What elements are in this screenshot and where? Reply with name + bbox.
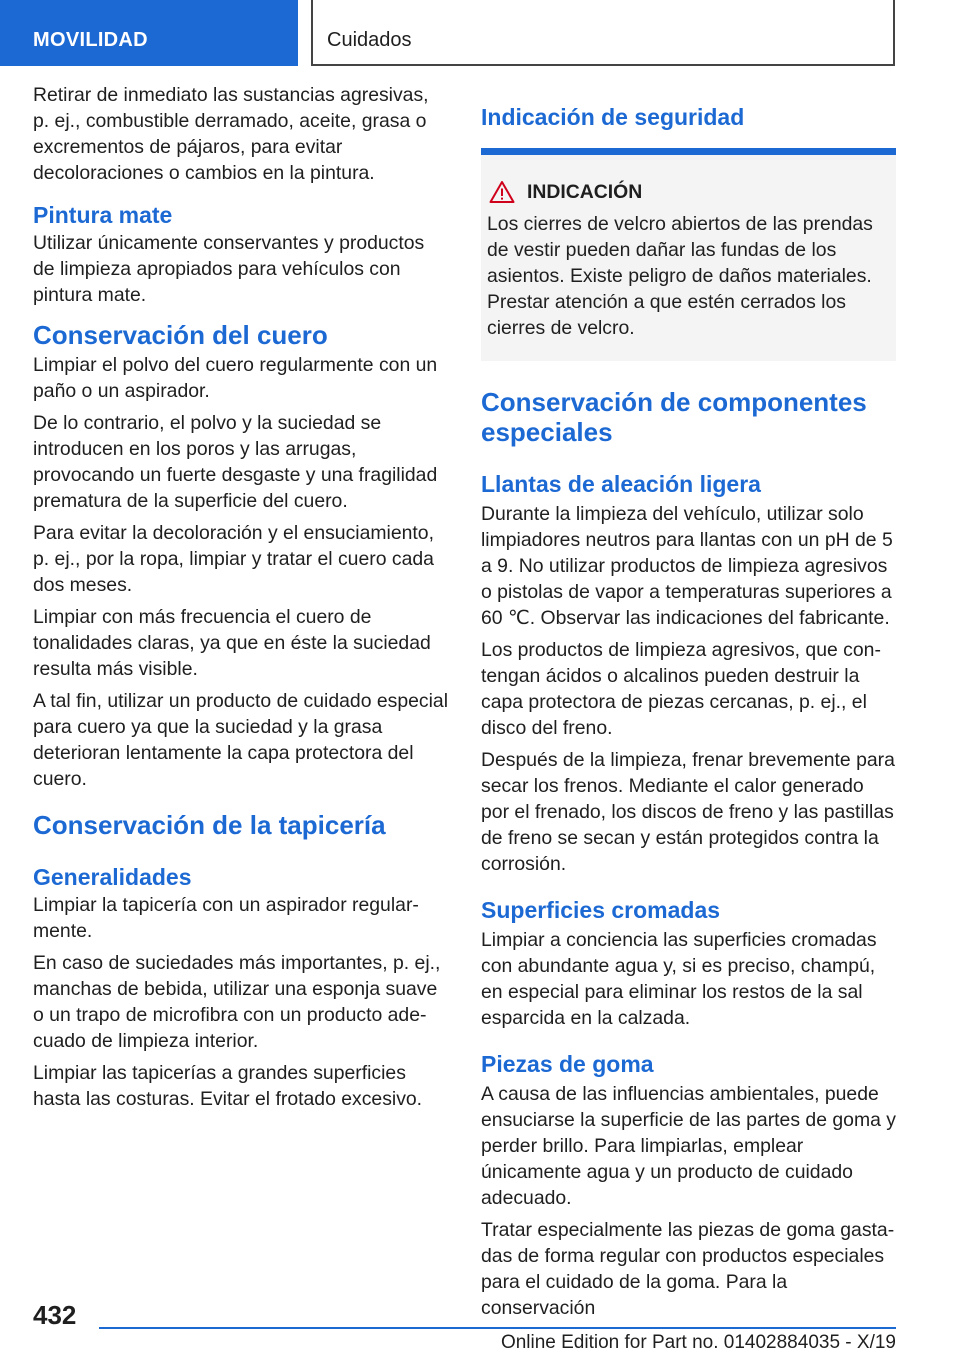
intro-paragraph: Retirar de inmediato las sustancias agresivas, p. ej., combustible derramado, aceite, grasa o excrementos de pájaros, para evitar decoloraciones o cambios en la pintura. bbox=[33, 84, 429, 184]
paragraph-cromadas: Limpiar a conciencia las superficies cromadas con abundante agua y, si es preciso, champú, en especial para eliminar los restos de la sal esparcida en la calzada. bbox=[481, 929, 877, 1029]
heading-superficies-cromadas: Superficies cromadas bbox=[481, 897, 721, 923]
paragraph-tapiceria-1: Limpiar la tapicería con un aspirador regularmente. bbox=[33, 894, 419, 942]
footer-edition: Online Edition for Part no. 01402884035 - X/19 bbox=[500, 1332, 896, 1353]
paragraph-cuero-1: Limpiar el polvo del cuero regularmente con un paño o un aspirador. bbox=[33, 354, 438, 402]
paragraph-goma-2: Tratar especialmente las piezas de goma gastadas de forma regular con productos especiales para el cuidado de la goma. Para la conservación bbox=[481, 1219, 895, 1319]
chapter-title: Cuidados bbox=[311, 0, 895, 66]
heading-conservacion-tapiceria: Conservación de la tapicería bbox=[33, 810, 386, 840]
paragraph-tapiceria-3: Limpiar las tapicerías a grandes superficies hasta las costuras. Evitar el frotado excesivo. bbox=[33, 1062, 423, 1110]
notice-header bbox=[487, 177, 884, 207]
left-column bbox=[33, 82, 449, 1118]
safety-notice bbox=[481, 155, 896, 361]
paragraph-goma-1: A causa de las influencias ambientales, puede ensuciarse la superficie de las partes de goma y perder brillo. Para limpiarlas, emplear únicamente agua y un producto de cuidado adecuado. bbox=[481, 1083, 896, 1209]
paragraph-pintura-mate: Utilizar únicamente conservantes y productos de limpieza apropiados para vehículos con pintura mate. bbox=[33, 232, 425, 306]
section-rule bbox=[481, 148, 896, 155]
paragraph-llantas-3: Después de la limpieza, frenar brevemente para secar los frenos. Mediante el calor generado por el frenado, los discos de freno y las pastillas de freno se secan y están protegidos contra la corrosión. bbox=[481, 749, 895, 875]
heading-llantas: Llantas de aleación ligera bbox=[481, 471, 761, 497]
notice-title: INDICACIÓN bbox=[527, 180, 643, 203]
right-column bbox=[481, 82, 896, 1327]
page-header bbox=[0, 0, 960, 66]
paragraph-cuero-2: De lo contrario, el polvo y la suciedad se introducen en los poros y las arrugas, provocando un fuerte desgaste y una fragilidad prematura de la superficie del cuero. bbox=[33, 412, 438, 512]
paragraph-tapiceria-2: En caso de suciedades más importantes, p. ej., manchas de bebida, utilizar una esponja suave o un trapo de microfibra con un producto adecuado de limpieza interior. bbox=[33, 952, 441, 1052]
paragraph-cuero-5: A tal fin, utilizar un producto de cuidado especial para cuero ya que la suciedad y la grasa deterioran lentamente la capa protectora del cuero. bbox=[33, 690, 449, 790]
heading-componentes-especiales: Conservación de componentes especiales bbox=[481, 387, 867, 447]
notice-text: Los cierres de velcro abiertos de las prendas de vestir pueden dañar las fundas de los asientos. Existe peligro de daños materiales. Prestar atención a que estén cerrados los cierres de velcro. bbox=[487, 213, 873, 339]
page-number: 432 bbox=[33, 1300, 77, 1330]
footer-rule bbox=[99, 1327, 896, 1329]
paragraph-llantas-1: Durante la limpieza del vehículo, utilizar solo limpiadores neutros para llantas con un pH de 5 a 9. No utilizar productos de limpieza agresivos o pistolas de vapor a temperaturas superiores a 60 ℃. Observar las indicaciones del fabricante. bbox=[481, 503, 893, 629]
heading-generalidades: Generalidades bbox=[33, 864, 192, 890]
heading-indicacion-seguridad: Indicación de seguridad bbox=[481, 104, 745, 130]
section-tab: MOVILIDAD bbox=[0, 0, 298, 66]
paragraph-llantas-2: Los productos de limpieza agresivos, que contengan ácidos o alcalinos pueden destruir la capa protectora de piezas cercanas, p. ej., el disco del freno. bbox=[481, 639, 881, 739]
heading-piezas-goma: Piezas de goma bbox=[481, 1051, 654, 1077]
heading-pintura-mate: Pintura mate bbox=[33, 202, 173, 228]
paragraph-cuero-3: Para evitar la decoloración y el ensuciamiento, p. ej., por la ropa, limpiar y tratar el cuero cada dos meses. bbox=[33, 522, 434, 596]
heading-conservacion-cuero: Conservación del cuero bbox=[33, 320, 328, 350]
paragraph-cuero-4: Limpiar con más frecuencia el cuero de tonalidades claras, ya que en éste la suciedad resulta más visible. bbox=[33, 606, 431, 680]
warning-triangle-icon bbox=[489, 180, 515, 204]
